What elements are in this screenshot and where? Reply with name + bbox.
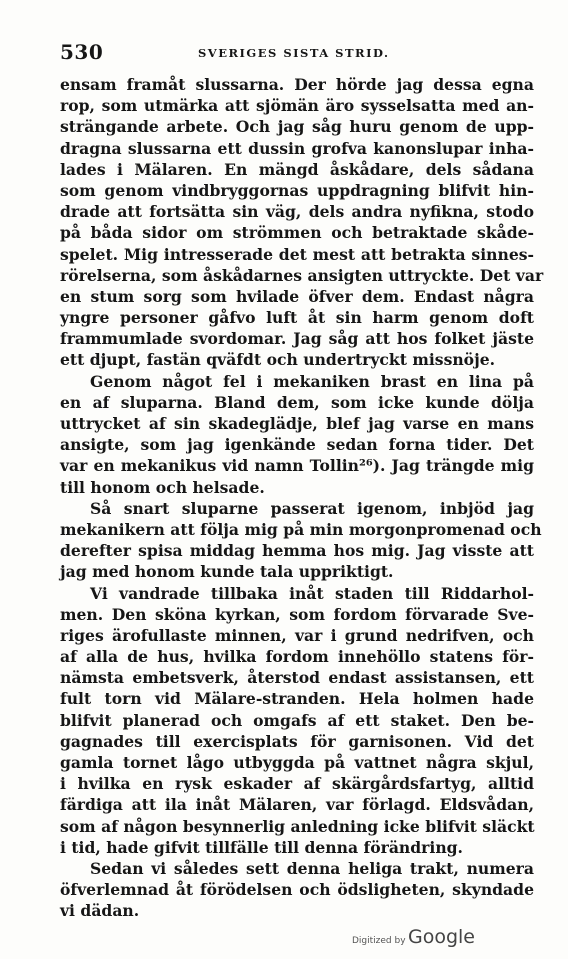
- text-line: ensam framåt slussarna. Der hörde jag dessa egna: [60, 75, 534, 94]
- text-line: var en mekanikus vid namn Tollin²⁶). Jag trängde mig: [60, 456, 534, 476]
- text-line: Så snart sluparne passerat igenom, inbjöd jag: [90, 498, 534, 518]
- text-line: blifvit planerad och omgafs af ett staket. Den be-: [60, 710, 534, 730]
- text-line: rop, som utmärka att sjömän äro sysselsatta med an-: [60, 96, 534, 116]
- text-line: fult torn vid Mälare-stranden. Hela holmen hade: [60, 689, 534, 709]
- text-line: till honom och helsade.: [60, 477, 265, 497]
- text-line: frammumlade svordomar. Jag såg att hos folket jäste: [60, 329, 534, 349]
- text-line: i hvilka en rysk eskader af skärgårdsfartyg, alltid: [60, 774, 534, 794]
- text-line: mekanikern att följa mig på min morgonpromenad och: [60, 519, 542, 539]
- text-line: en stum sorg som hvilade öfver dem. Endast några: [60, 286, 534, 306]
- text-line: på båda sidor om strömmen och betraktade skåde-: [60, 223, 534, 243]
- text-line: i tid, hade gifvit tillfälle till denna förändring.: [60, 837, 463, 857]
- text-line: af alla de hus, hvilka fordom innehöllo statens för-: [60, 647, 534, 667]
- google-logo-text: Google: [408, 926, 476, 948]
- text-line: riges ärofullaste minnen, var i grund nedrifven, och: [60, 625, 534, 645]
- text-line: Genom något fel i mekaniken brast en lina på: [90, 371, 534, 391]
- text-line: som genom vindbryggornas uppdragning blifvit hin-: [60, 180, 534, 200]
- text-line: uttrycket af sin skadeglädje, blef jag varse en mans: [60, 414, 534, 433]
- page-header: [60, 40, 540, 64]
- text-line: men. Den sköna kyrkan, som fordom förvarade Sve-: [60, 604, 534, 624]
- text-line: lades i Mälaren. En mängd åskådare, dels sådana: [60, 159, 534, 179]
- text-line: en af sluparna. Bland dem, som icke kunde dölja: [60, 392, 534, 412]
- text-line: Sedan vi således sett denna heliga trakt, numera: [90, 858, 534, 878]
- text-line: dragna slussarna ett dussin grofva kanonslupar inha-: [60, 138, 534, 158]
- text-line: strängande arbete. Och jag såg huru genom de upp-: [60, 117, 534, 137]
- text-line: Vi vandrade tillbaka inåt staden till Riddarhol-: [90, 583, 534, 603]
- text-line: derefter spisa middag hemma hos mig. Jag visste att: [60, 541, 534, 561]
- text-line: som af någon besynnerlig anledning icke blifvit släckt: [60, 816, 535, 836]
- running-head: SVERIGES SISTA STRID.: [198, 46, 390, 60]
- text-line: drade att fortsätta sin väg, dels andra nyfikna, stodo: [60, 202, 534, 222]
- text-line: ansigte, som jag igenkände sedan forna tider. Det: [60, 435, 534, 455]
- text-line: jag med honom kunde tala uppriktigt.: [60, 562, 394, 582]
- text-line: färdiga att ila inåt Mälaren, var förlagd. Eldsvådan,: [60, 795, 534, 815]
- text-line: gamla tornet lågo utbyggda på vattnet några skjul,: [60, 753, 534, 772]
- digitized-by-label: Digitized by: [352, 936, 406, 946]
- text-line: gagnades till exercisplats för garnisonen. Vid det: [60, 731, 534, 751]
- text-line: ett djupt, fastän qväfdt och undertryckt missnöje.: [60, 350, 496, 370]
- text-line: vi dädan.: [60, 901, 140, 921]
- body-text: [60, 74, 544, 922]
- text-line: öfverlemnad åt förödelsen och ödsligheten, skyndade: [60, 880, 534, 900]
- text-line: rörelserna, som åskådarnes ansigten uttryckte. Det var: [60, 265, 544, 285]
- digitization-watermark: [352, 926, 492, 950]
- text-line: nämsta embetsverk, återstod endast assistansen, ett: [60, 668, 534, 688]
- page-number: 530: [60, 40, 104, 64]
- text-line: spelet. Mig intresserade det mest att betrakta sinnes-: [60, 244, 534, 264]
- text-line: yngre personer gåfvo luft åt sin harm genom doft: [60, 308, 534, 328]
